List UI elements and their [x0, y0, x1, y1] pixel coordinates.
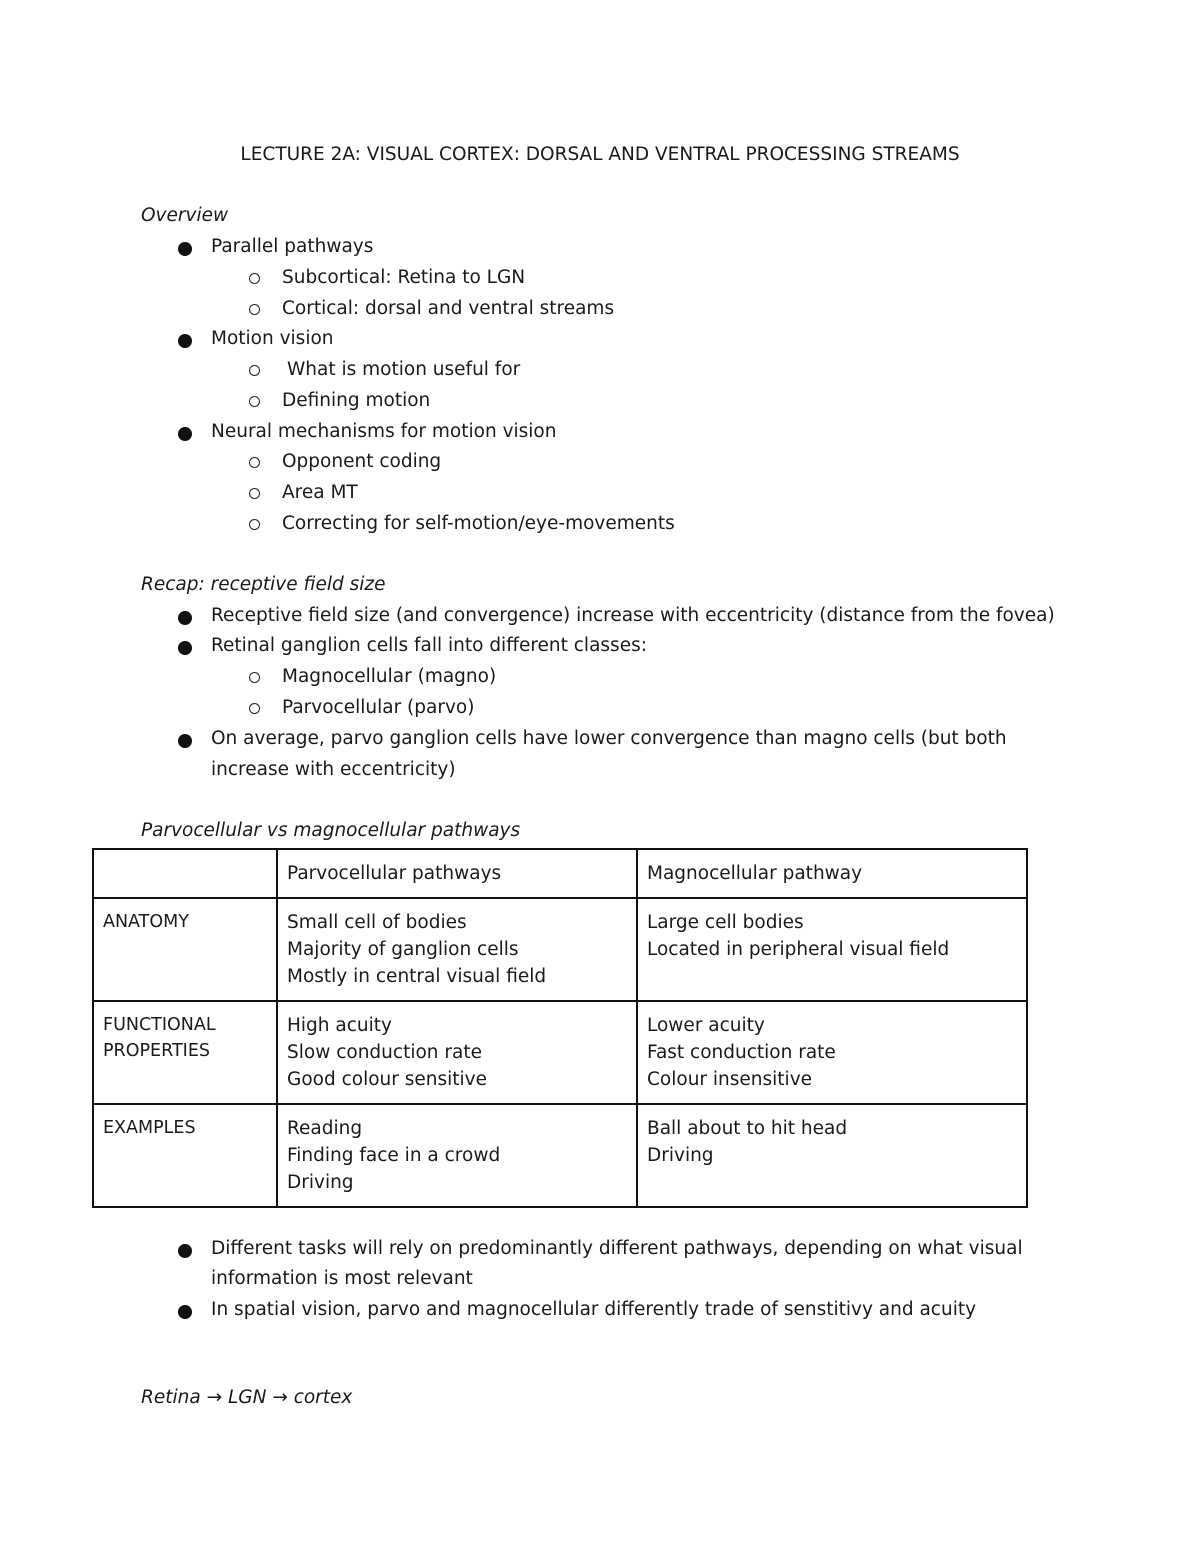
cell-line: Ball about to hit head [647, 1118, 848, 1139]
overview-subitem: What is motion useful for [287, 359, 521, 380]
bullet-icon [178, 1305, 192, 1319]
row-label: ANATOMY [103, 912, 189, 932]
bullet-icon [178, 1244, 192, 1258]
table-header-cell: Magnocellular pathway [637, 849, 1027, 898]
recap-subitem: Magnocellular (magno) [282, 666, 497, 687]
cell-line: Mostly in central visual field [287, 966, 547, 987]
cell-line: Colour insensitive [647, 1069, 813, 1090]
cell-line: Large cell bodies [647, 912, 804, 933]
bullet-icon [178, 242, 192, 256]
bullet-icon [178, 641, 192, 655]
bullet-icon [178, 334, 192, 348]
cell-line: Small cell of bodies [287, 912, 467, 933]
parvo-cell [277, 1001, 637, 1104]
row-label: PROPERTIES [103, 1041, 210, 1061]
row-label-cell [93, 898, 277, 1001]
overview-subitem: Opponent coding [282, 451, 442, 472]
cell-line: Fast conduction rate [647, 1042, 836, 1063]
bullet-icon [178, 734, 192, 748]
hollow-bullet-icon [249, 519, 260, 530]
cell-line: Slow conduction rate [287, 1042, 482, 1063]
recap-subitem: Parvocellular (parvo) [282, 697, 475, 718]
overview-item: Motion vision [211, 328, 334, 349]
table-row [93, 1104, 1027, 1207]
overview-heading: Overview [141, 205, 229, 226]
recap-item-continued: increase with eccentricity) [211, 759, 456, 780]
parvo-cell [277, 1104, 637, 1207]
recap-heading: Recap: receptive field size [141, 574, 386, 595]
magno-cell [637, 1001, 1027, 1104]
cell-line: Located in peripheral visual field [647, 939, 950, 960]
after-table-item: Different tasks will rely on predominantly different pathways, depending on what visual [211, 1238, 1023, 1259]
magno-cell [637, 898, 1027, 1001]
recap-item: Receptive field size (and convergence) increase with eccentricity (distance from the fovea) [211, 605, 1055, 626]
table-row [93, 898, 1027, 1001]
hollow-bullet-icon [249, 488, 260, 499]
cell-line: Driving [647, 1145, 714, 1166]
overview-subitem: Subcortical: Retina to LGN [282, 267, 526, 288]
after-table-item-continued: information is most relevant [211, 1268, 473, 1289]
comparison-table [92, 848, 1028, 1208]
cell-line: High acuity [287, 1015, 392, 1036]
overview-item: Neural mechanisms for motion vision [211, 421, 557, 442]
recap-item: Retinal ganglion cells fall into different classes: [211, 635, 647, 656]
table-header-row [93, 849, 1027, 898]
hollow-bullet-icon [249, 365, 260, 376]
row-label-cell [93, 1001, 277, 1104]
cell-line: Finding face in a crowd [287, 1145, 501, 1166]
page-title: LECTURE 2A: VISUAL CORTEX: DORSAL AND VENTRAL PROCESSING STREAMS [240, 144, 960, 165]
cell-line: Reading [287, 1118, 363, 1139]
overview-subitem: Defining motion [282, 390, 431, 411]
after-table-item: In spatial vision, parvo and magnocellular differently trade of senstitivy and acuity [211, 1299, 977, 1320]
cell-line: Good colour sensitive [287, 1069, 488, 1090]
overview-item: Parallel pathways [211, 236, 374, 257]
row-label-cell [93, 1104, 277, 1207]
table-row [93, 1001, 1027, 1104]
overview-subitem: Area MT [282, 482, 358, 503]
hollow-bullet-icon [249, 703, 260, 714]
row-label: EXAMPLES [103, 1118, 196, 1138]
overview-subitem: Cortical: dorsal and ventral streams [282, 298, 615, 319]
cell-line: Lower acuity [647, 1015, 765, 1036]
cell-line: Majority of ganglion cells [287, 939, 519, 960]
hollow-bullet-icon [249, 672, 260, 683]
hollow-bullet-icon [249, 457, 260, 468]
table-header-cell [93, 849, 277, 898]
parvo-cell [277, 898, 637, 1001]
hollow-bullet-icon [249, 273, 260, 284]
table-header-cell: Parvocellular pathways [277, 849, 637, 898]
hollow-bullet-icon [249, 396, 260, 407]
row-label: FUNCTIONAL [103, 1015, 216, 1035]
recap-item: On average, parvo ganglion cells have lower convergence than magno cells (but both [211, 728, 1007, 749]
magno-cell [637, 1104, 1027, 1207]
retina-lgn-cortex-heading: Retina → LGN → cortex [141, 1387, 353, 1408]
overview-subitem: Correcting for self-motion/eye-movements [282, 513, 675, 534]
bullet-icon [178, 427, 192, 441]
table-caption: Parvocellular vs magnocellular pathways [141, 820, 521, 841]
bullet-icon [178, 611, 192, 625]
hollow-bullet-icon [249, 304, 260, 315]
cell-line: Driving [287, 1172, 354, 1193]
